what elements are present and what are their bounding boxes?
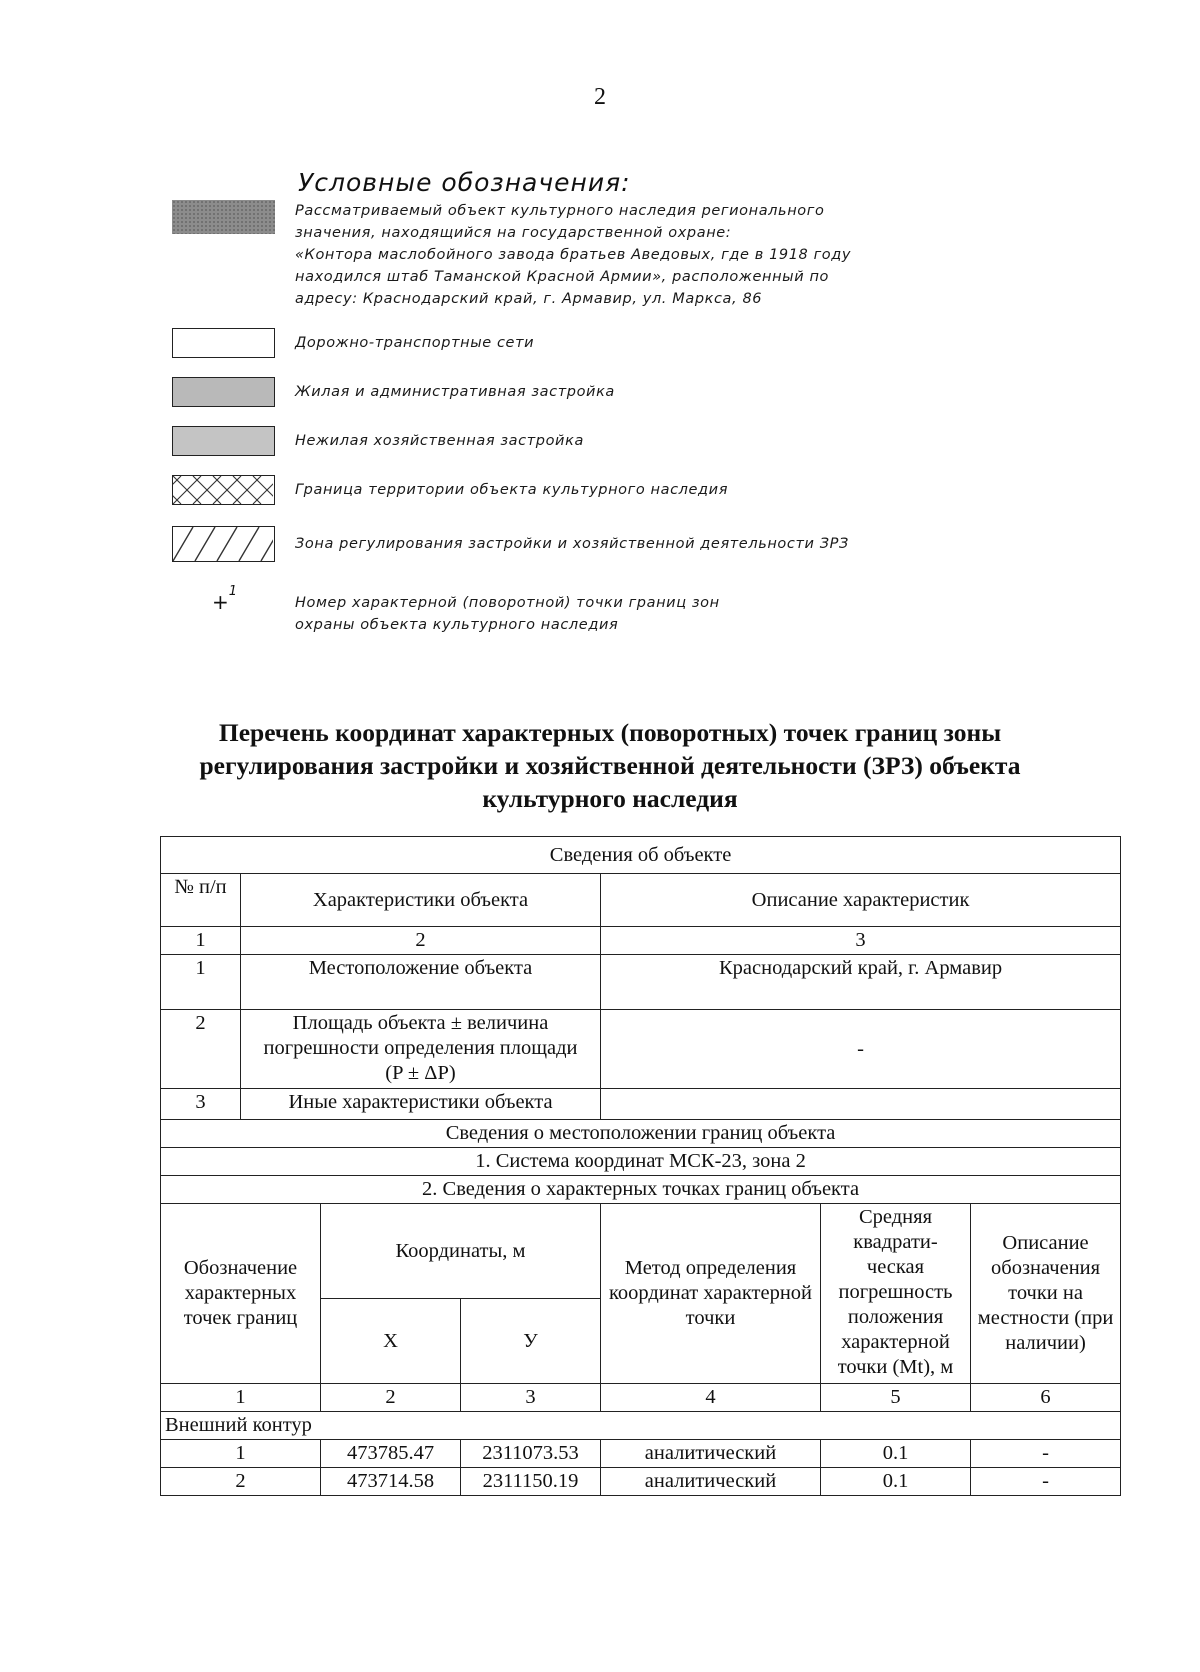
nonresidential-building-swatch — [172, 426, 275, 456]
column-header: Описание обозначения точки на местности (при наличии) — [971, 1204, 1121, 1384]
section-header: 1. Система координат МСК-23, зона 2 — [161, 1148, 1121, 1176]
legend-item-zone — [172, 526, 892, 564]
table-cell: 1 — [161, 1440, 321, 1468]
table-cell: - — [601, 1010, 1121, 1089]
table-row — [161, 1468, 1121, 1496]
table-row — [161, 1176, 1121, 1204]
legend-text: Зона регулирования застройки и хозяйственной деятельности ЗРЗ — [295, 536, 849, 552]
crosshatch-icon — [173, 476, 273, 504]
section-header: Сведения об объекте — [161, 837, 1121, 874]
regulation-zone-swatch — [172, 526, 275, 562]
table-cell: 2 — [321, 1384, 461, 1412]
table-cell: аналитический — [601, 1468, 821, 1496]
table-row — [161, 1120, 1121, 1148]
table-cell: - — [971, 1440, 1121, 1468]
table-cell: 2 — [161, 1010, 241, 1089]
legend-text: Жилая и административная застройка — [295, 384, 615, 400]
table-cell: 3 — [601, 927, 1121, 955]
table-cell: 2311073.53 — [461, 1440, 601, 1468]
table-row — [161, 1089, 1121, 1120]
table-cell: Местоположение объекта — [241, 955, 601, 1010]
table-cell: аналитический — [601, 1440, 821, 1468]
table-cell: 4 — [601, 1384, 821, 1412]
table-cell: 1 — [161, 1384, 321, 1412]
table-cell: 1 — [161, 955, 241, 1010]
table-cell: 0.1 — [821, 1468, 971, 1496]
table-cell: Иные характеристики объекта — [241, 1089, 601, 1120]
table-cell: 3 — [461, 1384, 601, 1412]
table-cell: 3 — [161, 1089, 241, 1120]
residential-building-swatch — [172, 377, 275, 407]
table-cell: Площадь объекта ± величина погрешности определения площади (P ± ΔP) — [241, 1010, 601, 1089]
coordinates-table — [160, 836, 1121, 1496]
table-cell: 2311150.19 — [461, 1468, 601, 1496]
table-row — [161, 1440, 1121, 1468]
table-cell: 2 — [241, 927, 601, 955]
diagonal-hatch-icon — [173, 527, 273, 561]
table-cell: - — [971, 1468, 1121, 1496]
road-network-swatch — [172, 328, 275, 358]
column-header: У — [461, 1299, 601, 1384]
table-row — [161, 1010, 1121, 1089]
legend-title: Условные обозначения: — [298, 168, 631, 197]
legend-item-nonresidential — [172, 426, 892, 458]
section-header: 2. Сведения о характерных точках границ объекта — [161, 1176, 1121, 1204]
column-header: Координаты, м — [321, 1204, 601, 1299]
column-header: № п/п — [161, 874, 241, 927]
legend-text: Рассматриваемый объект культурного наследия регионального значения, находящийся на государственной охране: «Контора маслобойного завода братьев Аведовых, где в 1918 году находился штаб Таманской Красной Армии», расположенный по адресу: Краснодарский край, г. Армавир, ул. Маркса, 86 — [295, 203, 852, 307]
table-cell: 473714.58 — [321, 1468, 461, 1496]
table-cell: 6 — [971, 1384, 1121, 1412]
column-header: Обозначение характерных точек границ — [161, 1204, 321, 1384]
table-row — [161, 927, 1121, 955]
table-cell: 2 — [161, 1468, 321, 1496]
column-header: Метод определения координат характерной точки — [601, 1204, 821, 1384]
table-row — [161, 837, 1121, 874]
cultural-heritage-object-swatch — [172, 200, 275, 234]
section-header: Сведения о местоположении границ объекта — [161, 1120, 1121, 1148]
table-row — [161, 955, 1121, 1010]
legend-item-object — [172, 200, 892, 307]
table-cell: 5 — [821, 1384, 971, 1412]
legend-item-point — [172, 584, 892, 638]
territory-boundary-swatch — [172, 475, 275, 505]
legend-text: Дорожно-транспортные сети — [295, 335, 535, 351]
table-row — [161, 1412, 1121, 1440]
table-row — [161, 874, 1121, 927]
column-header: X — [321, 1299, 461, 1384]
legend-item-roads — [172, 328, 892, 360]
table-cell: 0.1 — [821, 1440, 971, 1468]
table-row — [161, 1384, 1121, 1412]
table-cell: Краснодарский край, г. Армавир — [601, 955, 1121, 1010]
table-cell: 1 — [161, 927, 241, 955]
column-header: Характеристики объекта — [241, 874, 601, 927]
legend-text: Нежилая хозяйственная застройка — [295, 433, 584, 449]
legend-item-boundary — [172, 475, 892, 507]
table-row — [161, 1204, 1121, 1299]
contour-label: Внешний контур — [161, 1412, 1121, 1440]
table-row — [161, 1148, 1121, 1176]
page-number: 2 — [594, 84, 606, 110]
column-header: Средняя квадрати-ческая погрешность положения характерной точки (Mt), м — [821, 1204, 971, 1384]
legend-text: Номер характерной (поворотной) точки границ зон охраны объекта культурного наследия — [295, 595, 720, 633]
legend-item-residential — [172, 377, 892, 409]
legend-text: Граница территории объекта культурного наследия — [295, 482, 729, 498]
turning-point-icon: +$^1$ — [212, 584, 238, 614]
table-cell: 473785.47 — [321, 1440, 461, 1468]
column-header: Описание характеристик — [601, 874, 1121, 927]
table-cell — [601, 1089, 1121, 1120]
document-title: Перечень координат характерных (поворотных) точек границ зоны регулирования застройки и хозяйственной деятельности (ЗРЗ) объекта культурного наследия — [199, 718, 1021, 813]
